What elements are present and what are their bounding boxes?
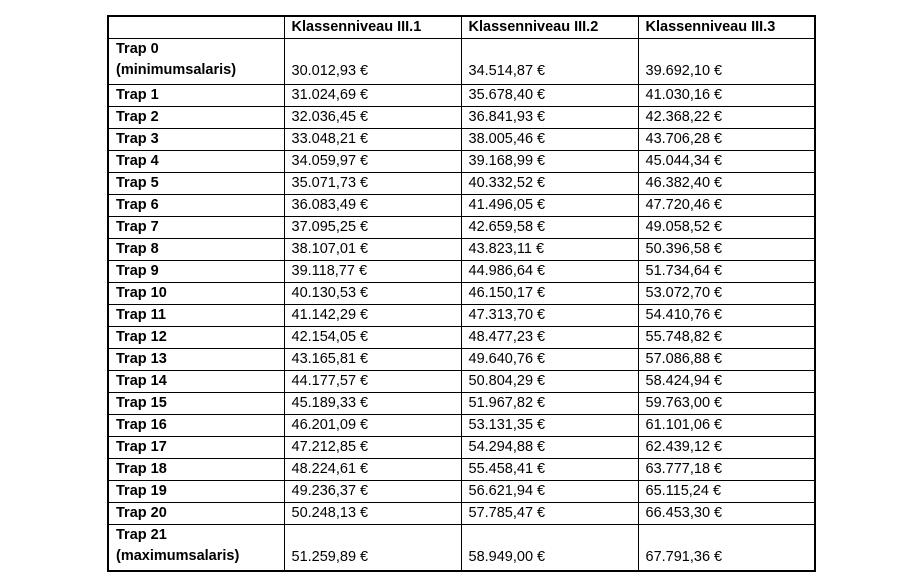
- table-row: [108, 107, 815, 129]
- salary-cell: 57.785,47 €: [461, 503, 638, 525]
- table-row: [108, 459, 815, 481]
- salary-cell: 53.131,35 €: [461, 415, 638, 437]
- salary-cell: 36.841,93 €: [461, 107, 638, 129]
- corner-cell: [108, 16, 284, 39]
- table-row: [108, 129, 815, 151]
- salary-cell: 41.142,29 €: [284, 305, 461, 327]
- salary-cell: 41.030,16 €: [638, 85, 815, 107]
- salary-cell: 43.706,28 €: [638, 129, 815, 151]
- salary-cell: 45.044,34 €: [638, 151, 815, 173]
- table-row: [108, 173, 815, 195]
- salary-cell: 47.720,46 €: [638, 195, 815, 217]
- table-row: [108, 283, 815, 305]
- row-label: Trap 18: [108, 459, 284, 481]
- row-label: Trap 13: [108, 349, 284, 371]
- table-row: [108, 261, 815, 283]
- row-label: Trap 1: [108, 85, 284, 107]
- row-label: Trap 2: [108, 107, 284, 129]
- table-body: [108, 39, 815, 572]
- row-label: Trap 6: [108, 195, 284, 217]
- row-label-line2: (maximumsalaris): [116, 548, 240, 564]
- row-label: Trap 12: [108, 327, 284, 349]
- table-row: [108, 239, 815, 261]
- row-label: Trap 3: [108, 129, 284, 151]
- salary-cell: 61.101,06 €: [638, 415, 815, 437]
- salary-cell: 47.212,85 €: [284, 437, 461, 459]
- salary-cell: 35.678,40 €: [461, 85, 638, 107]
- salary-cell: 65.115,24 €: [638, 481, 815, 503]
- column-header: Klassenniveau III.3: [638, 16, 815, 39]
- row-label: Trap 4: [108, 151, 284, 173]
- salary-cell: 43.823,11 €: [461, 239, 638, 261]
- table-row: [108, 503, 815, 525]
- salary-cell: 58.424,94 €: [638, 371, 815, 393]
- salary-cell: 39.118,77 €: [284, 261, 461, 283]
- salary-cell: 51.967,82 €: [461, 393, 638, 415]
- header-row: [108, 16, 815, 39]
- salary-cell: 59.763,00 €: [638, 393, 815, 415]
- salary-cell: 49.640,76 €: [461, 349, 638, 371]
- salary-cell: 44.177,57 €: [284, 371, 461, 393]
- salary-cell: 54.294,88 €: [461, 437, 638, 459]
- salary-cell: 40.130,53 €: [284, 283, 461, 305]
- table-row: [108, 481, 815, 503]
- row-label: Trap 10: [108, 283, 284, 305]
- salary-cell: 36.083,49 €: [284, 195, 461, 217]
- row-label: Trap 8: [108, 239, 284, 261]
- row-label: Trap 11: [108, 305, 284, 327]
- salary-cell: 43.165,81 €: [284, 349, 461, 371]
- salary-cell: 51.259,89 €: [284, 525, 461, 572]
- salary-cell: 42.154,05 €: [284, 327, 461, 349]
- table-row: [108, 217, 815, 239]
- table-row: [108, 525, 815, 572]
- salary-cell: 44.986,64 €: [461, 261, 638, 283]
- table-row: [108, 305, 815, 327]
- salary-cell: 67.791,36 €: [638, 525, 815, 572]
- table-row: [108, 39, 815, 85]
- salary-cell: 48.224,61 €: [284, 459, 461, 481]
- row-label: [108, 39, 284, 85]
- table-row: [108, 327, 815, 349]
- row-label-line1: Trap 21: [116, 527, 167, 543]
- row-label: Trap 19: [108, 481, 284, 503]
- table-row: [108, 371, 815, 393]
- salary-cell: 31.024,69 €: [284, 85, 461, 107]
- row-label: Trap 16: [108, 415, 284, 437]
- salary-cell: 49.058,52 €: [638, 217, 815, 239]
- salary-cell: 32.036,45 €: [284, 107, 461, 129]
- salary-cell: 42.368,22 €: [638, 107, 815, 129]
- salary-cell: 48.477,23 €: [461, 327, 638, 349]
- row-label-line2: (minimumsalaris): [116, 62, 237, 78]
- row-label: Trap 14: [108, 371, 284, 393]
- table-row: [108, 437, 815, 459]
- column-header: Klassenniveau III.1: [284, 16, 461, 39]
- salary-cell: 50.248,13 €: [284, 503, 461, 525]
- salary-cell: 34.514,87 €: [461, 39, 638, 85]
- table-row: [108, 349, 815, 371]
- salary-cell: 38.005,46 €: [461, 129, 638, 151]
- salary-cell: 50.396,58 €: [638, 239, 815, 261]
- row-label-line1: Trap 0: [116, 41, 159, 57]
- row-label: Trap 9: [108, 261, 284, 283]
- salary-cell: 66.453,30 €: [638, 503, 815, 525]
- salary-cell: 46.150,17 €: [461, 283, 638, 305]
- salary-cell: 45.189,33 €: [284, 393, 461, 415]
- salary-cell: 30.012,93 €: [284, 39, 461, 85]
- salary-cell: 39.692,10 €: [638, 39, 815, 85]
- row-label: Trap 7: [108, 217, 284, 239]
- row-label: [108, 525, 284, 572]
- salary-cell: 40.332,52 €: [461, 173, 638, 195]
- salary-cell: 33.048,21 €: [284, 129, 461, 151]
- salary-cell: 55.458,41 €: [461, 459, 638, 481]
- salary-cell: 46.382,40 €: [638, 173, 815, 195]
- row-label: Trap 5: [108, 173, 284, 195]
- salary-cell: 62.439,12 €: [638, 437, 815, 459]
- salary-cell: 42.659,58 €: [461, 217, 638, 239]
- salary-cell: 35.071,73 €: [284, 173, 461, 195]
- table-row: [108, 393, 815, 415]
- salary-cell: 50.804,29 €: [461, 371, 638, 393]
- salary-cell: 53.072,70 €: [638, 283, 815, 305]
- salary-cell: 38.107,01 €: [284, 239, 461, 261]
- salary-cell: 55.748,82 €: [638, 327, 815, 349]
- salary-cell: 63.777,18 €: [638, 459, 815, 481]
- salary-cell: 58.949,00 €: [461, 525, 638, 572]
- row-label: Trap 20: [108, 503, 284, 525]
- salary-cell: 37.095,25 €: [284, 217, 461, 239]
- table-row: [108, 85, 815, 107]
- salary-scale-table: [107, 15, 816, 572]
- salary-cell: 57.086,88 €: [638, 349, 815, 371]
- salary-cell: 51.734,64 €: [638, 261, 815, 283]
- table-row: [108, 151, 815, 173]
- salary-cell: 56.621,94 €: [461, 481, 638, 503]
- salary-cell: 49.236,37 €: [284, 481, 461, 503]
- column-header: Klassenniveau III.2: [461, 16, 638, 39]
- salary-cell: 54.410,76 €: [638, 305, 815, 327]
- table-row: [108, 195, 815, 217]
- salary-cell: 41.496,05 €: [461, 195, 638, 217]
- salary-cell: 39.168,99 €: [461, 151, 638, 173]
- row-label: Trap 15: [108, 393, 284, 415]
- salary-cell: 34.059,97 €: [284, 151, 461, 173]
- salary-cell: 47.313,70 €: [461, 305, 638, 327]
- row-label: Trap 17: [108, 437, 284, 459]
- table-row: [108, 415, 815, 437]
- salary-cell: 46.201,09 €: [284, 415, 461, 437]
- salary-table-container: [107, 15, 816, 572]
